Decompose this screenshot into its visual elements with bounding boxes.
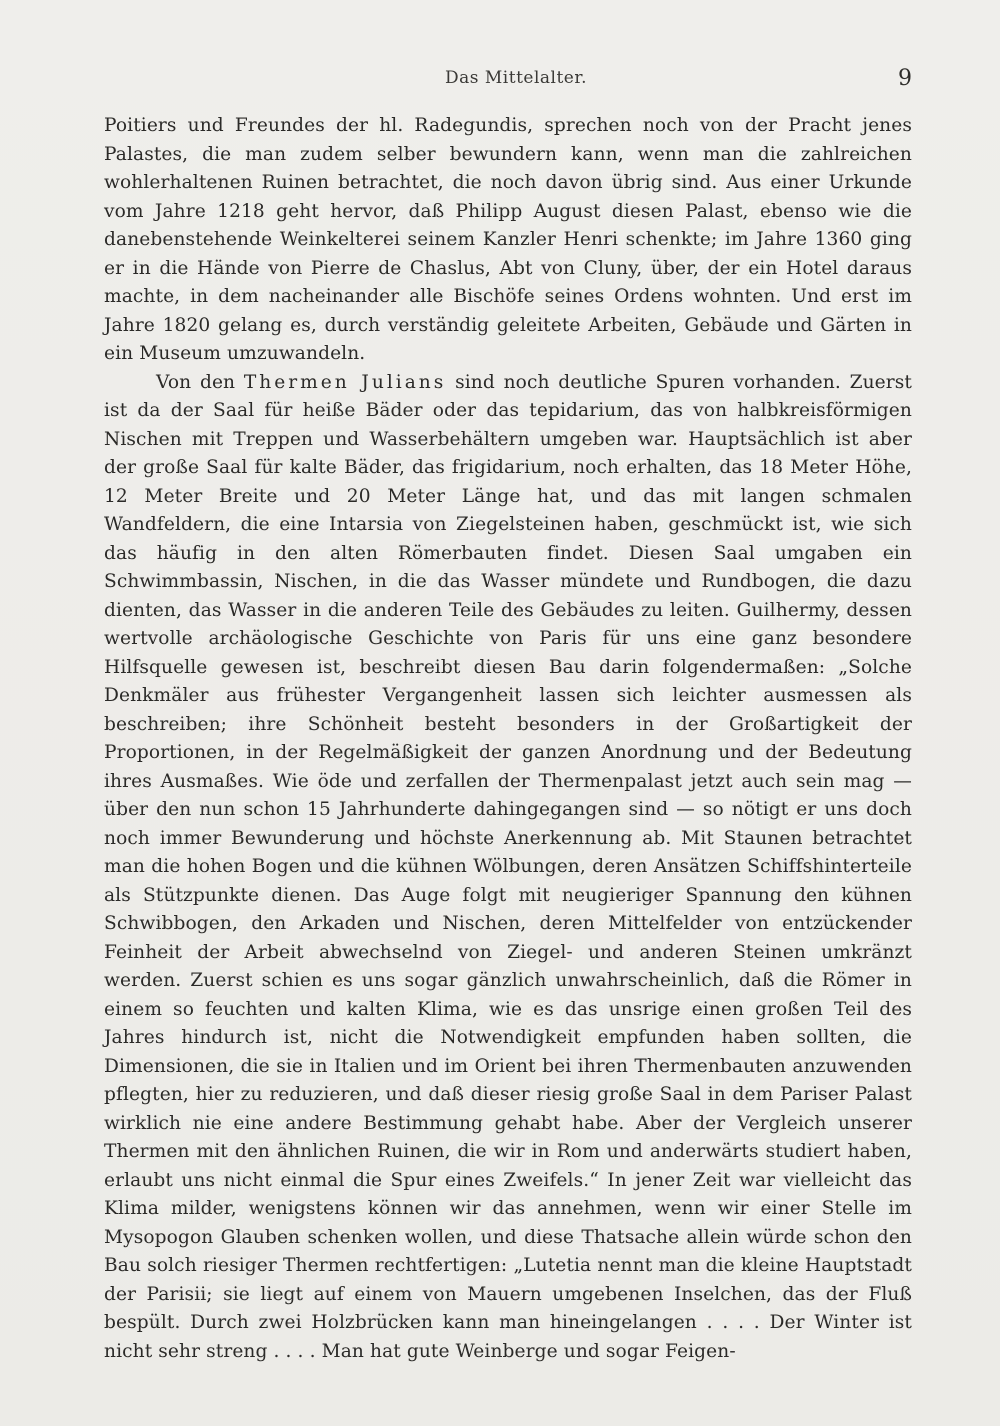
body-text — [104, 112, 912, 1366]
paragraph: Poitiers und Freundes der hl. Radegundis, sprechen noch von der Pracht jenes Palastes, die man zudem selber bewundern kann, wenn man die zahlreichen wohlerhaltenen Ruinen betrachtet, die noch davon übrig sind. Aus einer Urkunde vom Jahre 1218 geht hervor, daß Philipp August diesen Palast, ebenso wie die danebenstehende Weinkelterei seinem Kanzler Henri schenkte; im Jahre 1360 ging er in die Hände von Pierre de Chaslus, Abt von Cluny, über, der ein Hotel daraus machte, in dem nacheinander alle Bischöfe seines Ordens wohnten. Und erst im Jahre 1820 gelang es, durch verständig geleitete Arbeiten, Gebäude und Gärten in ein Museum umzuwandeln. — [104, 115, 912, 364]
page-header — [0, 66, 1000, 96]
running-title: Das Mittelalter. — [445, 68, 588, 88]
page-number: 9 — [898, 66, 912, 91]
paragraph-text-before: Von den — [156, 371, 244, 393]
paragraph — [104, 369, 912, 1367]
spaced-emphasis: Thermen Julians — [243, 371, 447, 393]
paragraph-text-after: sind noch deutliche Spuren vorhanden. Zuerst ist da der Saal für heiße Bäder oder das tepidarium, das von halbkreisförmigen Nischen mit Treppen und Wasserbehältern umgeben war. Hauptsächlich ist aber der große Saal für kalte Bäder, das frigidarium, noch erhalten, das 18 Meter Höhe, 12 Meter Breite und 20 Meter Länge hat, und das mit langen schmalen Wandfeldern, die eine Intarsia von Ziegelsteinen haben, geschmückt ist, wie sich das häufig in den alten Römerbauten findet. Diesen Saal umgaben ein Schwimmbassin, Nischen, in die das Wasser mündete und Rundbogen, die dazu dienten, das Wasser in die anderen Teile des Gebäudes zu leiten. Guilhermy, dessen wertvolle archäologische Geschichte von Paris für uns eine ganz besondere Hilfsquelle gewesen ist, beschreibt diesen Bau darin folgendermaßen: „Solche Denkmäler aus frühester Vergangenheit lassen sich leichter ausmessen als beschreiben; ihre Schönheit besteht besonders in der Großartigkeit der Proportionen, in der Regelmäßigkeit der ganzen Anordnung und der Bedeutung ihres Ausmaßes. Wie öde und zerfallen der Thermenpalast jetzt auch sein mag — über den nun schon 15 Jahrhunderte dahingegangen sind — so nötigt er uns doch noch immer Bewunderung und höchste Anerkennung ab. Mit Staunen betrachtet man die hohen Bogen und die kühnen Wölbungen, deren Ansätzen Schiffshinterteile als Stützpunkte dienen. Das Auge folgt mit neugieriger Spannung den kühnen Schwibbogen, den Arkaden und Nischen, deren Mittelfelder von entzückender Feinheit der Arbeit abwechselnd von Ziegel- und anderen Steinen umkränzt werden. Zuerst schien es uns sogar gänzlich unwahrscheinlich, daß die Römer in einem so feuchten und kalten Klima, wie es das unsrige einen großen Teil des Jahres hindurch ist, nicht die Notwendigkeit empfunden haben sollten, die Dimensionen, die sie in Italien und im Orient bei ihren Thermenbauten anzuwenden pflegten, hier zu reduzieren, und daß dieser riesig große Saal in dem Pariser Palast wirklich nie eine andere Bestimmung gehabt habe. Aber der Vergleich unserer Thermen mit den ähnlichen Ruinen, die wir in Rom und anderwärts studiert haben, erlaubt uns nicht einmal die Spur eines Zweifels.“ In jener Zeit war vielleicht das Klima milder, wenigstens können wir das annehmen, wenn wir einer Stelle im Mysopogon Glauben schenken wollen, und diese Thatsache allein würde schon den Bau solch riesiger Thermen rechtfertigen: „Lutetia nennt man die kleine Hauptstadt der Parisii; sie liegt auf einem von Mauern umgebenen Inselchen, das der Fluß bespült. Durch zwei Holzbrücken kann man hineingelangen . . . . Der Winter ist nicht sehr streng . . . . Man hat gute Weinberge und sogar Feigen- — [104, 371, 912, 1362]
